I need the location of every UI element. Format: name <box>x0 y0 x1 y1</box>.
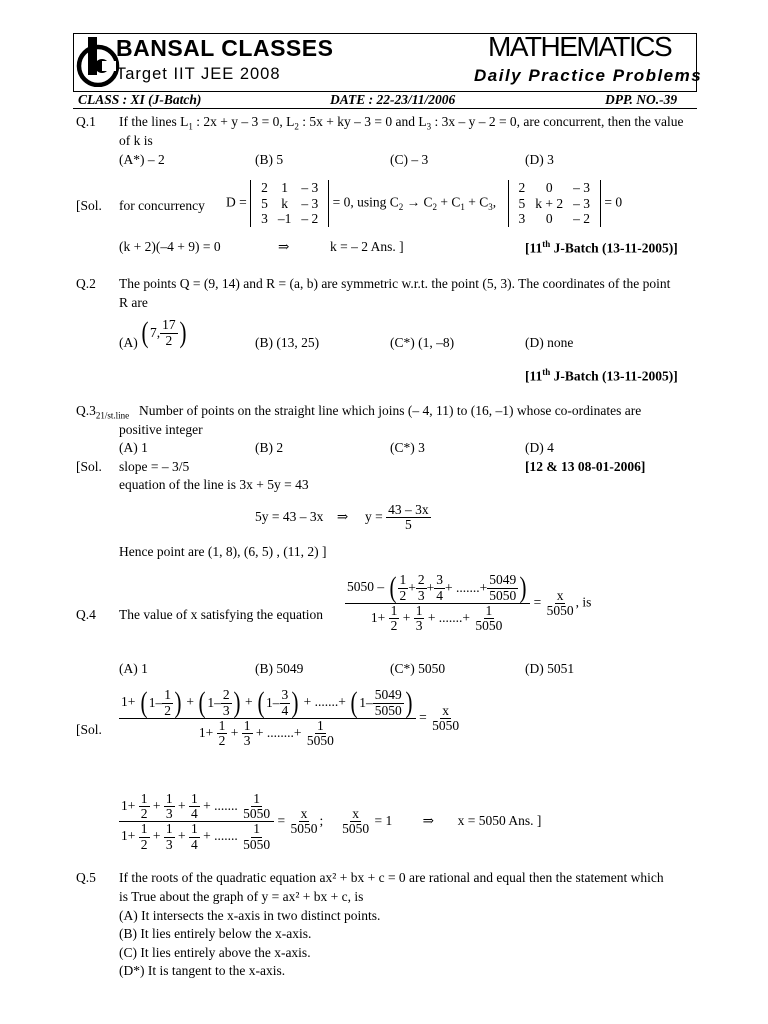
q1-determinant-eq: D = 2 1 – 3 5 k – 3 3 –1 – 2 = 0, using $C_2 \to C_2 + C_1 + C_3$, 2 0 – 3 5 k + 2 – 3 3 0 – 2 = 0 <box>226 180 623 227</box>
q1-text: If the lines $L_1$ : 2x + y – 3 = 0, $L_2$ : 5x + ky – 3 = 0 and $L_3$ : 3x – y – 2 = 0, are concurrent, then the value <box>119 114 684 132</box>
q2-option-b: (B) (13, 25) <box>255 335 320 350</box>
q4-equation: 5050 – ( $\frac{1}{2}$ + $\frac{2}{3}$ + $\frac{3}{4}$ + .......+ $\frac{5049}{5050}$ ) 1+ $\frac{1}{2}$ + $\frac{1}{3}$ + .......+ $\frac{1}{5050}$ = $\frac{x}{5050}$ , is <box>347 571 592 634</box>
q3-reference: [12 & 13 08-01-2006] <box>525 459 646 474</box>
q1-number: Q.1 <box>76 114 96 129</box>
q1-option-d: (D) 3 <box>525 152 554 167</box>
q3-option-d: (D) 4 <box>525 440 554 455</box>
dpp-title: Daily Practice Problems <box>474 66 703 85</box>
header-bottom-line <box>73 108 697 109</box>
q5-text-line2: is True about the graph of y = ax² + bx + c, is <box>119 889 364 904</box>
implies-arrow: ⇒ <box>278 239 290 254</box>
q1-sol-answer: k = – 2 Ans. ] <box>330 239 404 254</box>
q2-reference: [11th J-Batch (13-11-2005)] <box>525 367 678 384</box>
class-label: CLASS : XI (J-Batch) <box>78 92 202 107</box>
q2-option-d: (D) none <box>525 335 574 350</box>
q4-option-d: (D) 5051 <box>525 661 575 676</box>
q1-option-c: (C) – 3 <box>390 152 429 167</box>
q3-sol-slope: slope = – 3/5 <box>119 459 190 474</box>
q2-text-cont: R are <box>119 295 148 310</box>
q2-number: Q.2 <box>76 276 96 291</box>
q5-option-b: (B) It lies entirely below the x-axis. <box>119 926 312 941</box>
q2-option-a-value: ( 7, $\frac{17}{2}$ ) <box>141 316 187 349</box>
q1-text-cont: of k is <box>119 133 153 148</box>
q1-sol-prefix: [Sol. <box>76 198 102 213</box>
q4-sol-equation-2: 1+ $\frac{1}{2}$ + $\frac{1}{3}$ + $\frac{1}{4}$ + ....... $\frac{1}{5050}$ 1+ $\frac{1}{2}$ + $\frac{1}{3}$ + $\frac{1}{4}$ + ....... $\frac{1}{5050}$ = $\frac{x}{5050}$ ; $\frac{x}{5050}$ = 1 ⇒ x = 5050 Ans. ] <box>121 791 542 852</box>
q3-option-b: (B) 2 <box>255 440 284 455</box>
q3-text-cont: positive integer <box>119 422 203 437</box>
q4-option-c: (C*) 5050 <box>390 661 446 676</box>
q5-option-a: (A) It intersects the x-axis in two distinct points. <box>119 908 381 923</box>
q1-option-b: (B) 5 <box>255 152 284 167</box>
q4-sol-answer: x = 5050 Ans. ] <box>457 812 542 828</box>
q4-number: Q.4 <box>76 607 96 622</box>
q3-text: Number of points on the straight line which joins (– 4, 11) to (16, –1) whose co-ordinates are <box>139 403 642 418</box>
q3-option-c: (C*) 3 <box>390 440 425 455</box>
q1-option-a: (A*) – 2 <box>119 152 165 167</box>
bansal-logo-icon <box>76 35 120 87</box>
q3-sol-points: Hence point are (1, 8), (6, 5) , (11, 2) ] <box>119 544 327 559</box>
q5-option-c: (C) It lies entirely above the x-axis. <box>119 945 311 960</box>
q1-sol-text: for concurrency <box>119 198 205 213</box>
q4-option-b: (B) 5049 <box>255 661 304 676</box>
q2-text: The points Q = (9, 14) and R = (a, b) are symmetric w.r.t. the point (5, 3). The coordinates of the point <box>119 276 671 291</box>
q4-option-a: (A) 1 <box>119 661 148 676</box>
q3-number: $Q.3_{21/st.line}$ <box>76 403 130 421</box>
q5-number: Q.5 <box>76 870 96 885</box>
target-line: Target IIT JEE 2008 <box>116 65 281 83</box>
q2-option-c: (C*) (1, –8) <box>390 335 455 350</box>
q5-option-d: (D*) It is tangent to the x-axis. <box>119 963 286 978</box>
q1-reference: [11th J-Batch (13-11-2005)] <box>525 239 678 256</box>
q4-sol-equation-1: 1+ ( 1– $\frac{1}{2}$ ) + ( 1– $\frac{2}{3}$ ) + ( 1– $\frac{3}{4}$ ) + .......+ ( 1– $\frac{5049}{5050}$ ) 1+ $\frac{1}{2}$ + $\frac{1}{3}$ + ........+ $\frac{1}{5050}$ = $\frac{x}{5050}$ <box>121 686 460 749</box>
q4-sol-prefix: [Sol. <box>76 722 102 737</box>
q3-sol-prefix: [Sol. <box>76 459 102 474</box>
q5-text-line1: If the roots of the quadratic equation ax² + bx + c = 0 are rational and equal then the statement which <box>119 870 664 885</box>
q2-option-a-label: (A) <box>119 335 138 350</box>
brand-name: BANSAL CLASSES <box>116 35 334 61</box>
q3-sol-line-eq: equation of the line is 3x + 5y = 43 <box>119 477 309 492</box>
q3-option-a: (A) 1 <box>119 440 148 455</box>
dpp-number: DPP. NO.-39 <box>605 92 678 107</box>
date-label: DATE : 22-23/11/2006 <box>330 92 456 107</box>
q1-sol-step: (k + 2)(–4 + 9) = 0 <box>119 239 221 254</box>
q4-text: The value of x satisfying the equation <box>119 607 323 622</box>
q3-sol-derivation: 5y = 43 – 3x ⇒ y = $\frac{43 - 3x}{5}$ <box>255 502 429 533</box>
subject-title: MATHEMATICS <box>488 31 672 62</box>
